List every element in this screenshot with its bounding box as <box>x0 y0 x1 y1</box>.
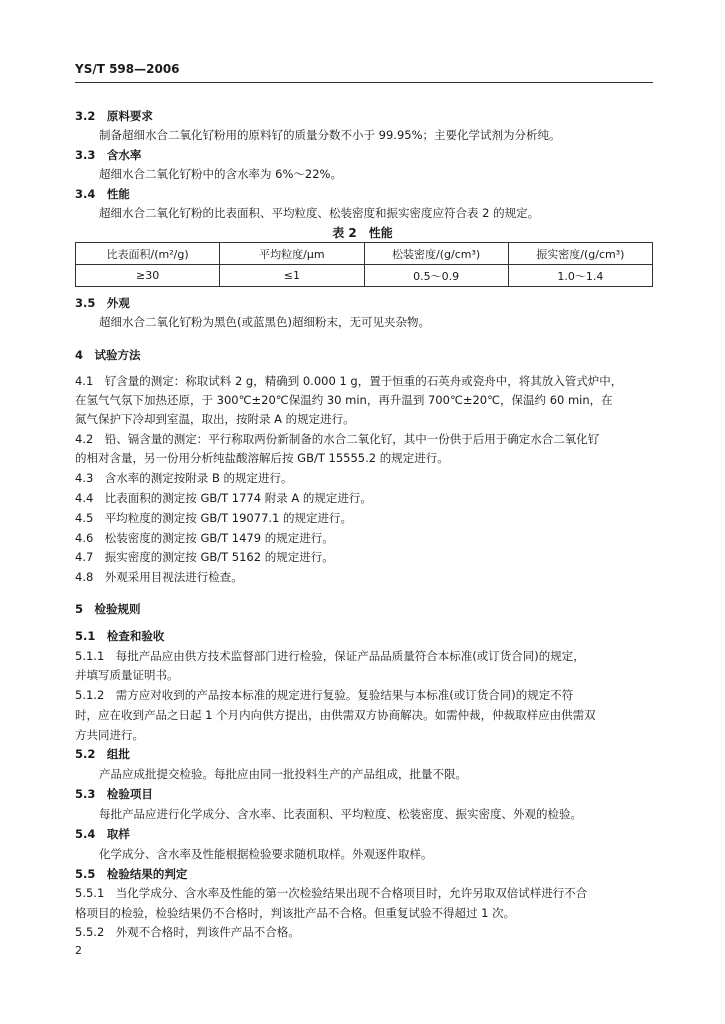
section-5-line: 化学成分、含水率及性能根据检验要求随机取样。外观逐件取样。 <box>99 847 433 861</box>
section-5-line: 5.5.1 当化学成分、含水率及性能的第一次检验结果出现不合格项目时，允许另取双倍试样进行不合 <box>75 886 588 900</box>
section-5-1-heading: 5.1 检查和验收 <box>75 629 165 643</box>
section-3-3-text: 超细水合二氧化钌粉中的含水率为 6%～22%。 <box>99 167 342 181</box>
section-5-line: 产品应成批提交检验。每批应由同一批投料生产的产品组成，批量不限。 <box>99 767 467 781</box>
section-3-2-heading: 3.2 原料要求 <box>75 109 153 123</box>
section-3-3-heading: 3.3 含水率 <box>75 148 142 162</box>
section-4-line: 4.8 外观采用目视法进行检查。 <box>75 570 243 584</box>
table-cell: 1.0～1.4 <box>508 265 652 287</box>
table-header-cell: 比表面积/(m²/g) <box>76 243 220 265</box>
section-3-5-heading: 3.5 外观 <box>75 296 130 310</box>
section-4-line: 4.4 比表面积的测定按 GB/T 1774 附录 A 的规定进行。 <box>75 491 372 505</box>
section-5-5-heading: 5.5 检验结果的判定 <box>75 867 188 881</box>
section-5-line: 时，应在收到产品之日起 1 个月内向供方提出，由供需双方协商解决。如需仲裁，仲裁取样应由供需双 <box>75 708 596 722</box>
section-4-line: 4.1 钌含量的测定：称取试料 2 g，精确到 0.000 1 g，置于恒重的石英舟或瓷舟中，将其放入管式炉中， <box>75 374 623 388</box>
section-3-4-text: 超细水合二氧化钌粉的比表面积、平均粒度、松装密度和振实密度应符合表 2 的规定。 <box>99 206 540 220</box>
section-5-3-heading: 5.3 检验项目 <box>75 787 153 801</box>
table-cell: ≥30 <box>76 265 220 287</box>
section-5-line: 每批产品应进行化学成分、含水率、比表面积、平均粒度、松装密度、振实密度、外观的检验。 <box>99 807 582 821</box>
section-5-4-heading: 5.4 取样 <box>75 827 130 841</box>
section-4-line: 4.6 松装密度的测定按 GB/T 1479 的规定进行。 <box>75 531 334 545</box>
section-4-line: 的相对含量，另一份用分析纯盐酸溶解后按 GB/T 15555.2 的规定进行。 <box>75 451 449 465</box>
section-4-line: 在氢气气氛下加热还原，于 300℃±20℃保温约 30 min，再升温到 700℃±20℃，保温约 60 min，在 <box>75 393 613 407</box>
section-4-heading: 4 试验方法 <box>75 348 141 362</box>
section-4-line: 4.2 铅、镉含量的测定：平行称取两份新制备的水合二氧化钌，其中一份供于后用于确定水合二氧化钌 <box>75 432 600 446</box>
table-title: 表 2 性能 <box>332 226 393 240</box>
section-3-2-text: 制备超细水合二氧化钌粉用的原料钌的质量分数不小于 99.95%；主要化学试剂为分析纯。 <box>99 128 561 142</box>
table-cell: ≤1 <box>220 265 364 287</box>
section-5-line: 格项目的检验，检验结果仍不合格时，判该批产品不合格。但重复试验不得超过 1 次。 <box>75 906 516 920</box>
section-5-line: 方共同进行。 <box>75 728 144 742</box>
performance-table <box>75 242 653 287</box>
section-4-line: 4.3 含水率的测定按附录 B 的规定进行。 <box>75 471 293 485</box>
table-row <box>76 265 653 287</box>
standard-number: YS/T 598—2006 <box>75 62 180 76</box>
section-5-line: 并填写质量证明书。 <box>75 668 179 682</box>
section-3-5-text: 超细水合二氧化钌粉为黑色(或蓝黑色)超细粉末，无可见夹杂物。 <box>99 315 430 329</box>
section-4-line: 4.7 振实密度的测定按 GB/T 5162 的规定进行。 <box>75 550 334 564</box>
header-rule <box>75 82 653 83</box>
table-header-cell: 振实密度/(g/cm³) <box>508 243 652 265</box>
table-cell: 0.5～0.9 <box>364 265 508 287</box>
section-5-heading: 5 检验规则 <box>75 602 141 616</box>
section-4-line: 4.5 平均粒度的测定按 GB/T 19077.1 的规定进行。 <box>75 511 353 525</box>
section-5-line: 5.1.1 每批产品应由供方技术监督部门进行检验，保证产品品质量符合本标准(或订货合同)的规定， <box>75 649 585 663</box>
section-4-line: 氮气保护下冷却到室温，取出，按附录 A 的规定进行。 <box>75 412 355 426</box>
table-header-cell: 松装密度/(g/cm³) <box>364 243 508 265</box>
page-number: 2 <box>75 944 82 957</box>
table-header-row <box>76 243 653 265</box>
table-header-cell: 平均粒度/μm <box>220 243 364 265</box>
section-5-2-heading: 5.2 组批 <box>75 747 130 761</box>
section-5-line: 5.5.2 外观不合格时，判该件产品不合格。 <box>75 925 300 939</box>
section-5-line: 5.1.2 需方应对收到的产品按本标准的规定进行复验。复验结果与本标准(或订货合同)的规定不符 <box>75 688 574 702</box>
section-3-4-heading: 3.4 性能 <box>75 187 130 201</box>
